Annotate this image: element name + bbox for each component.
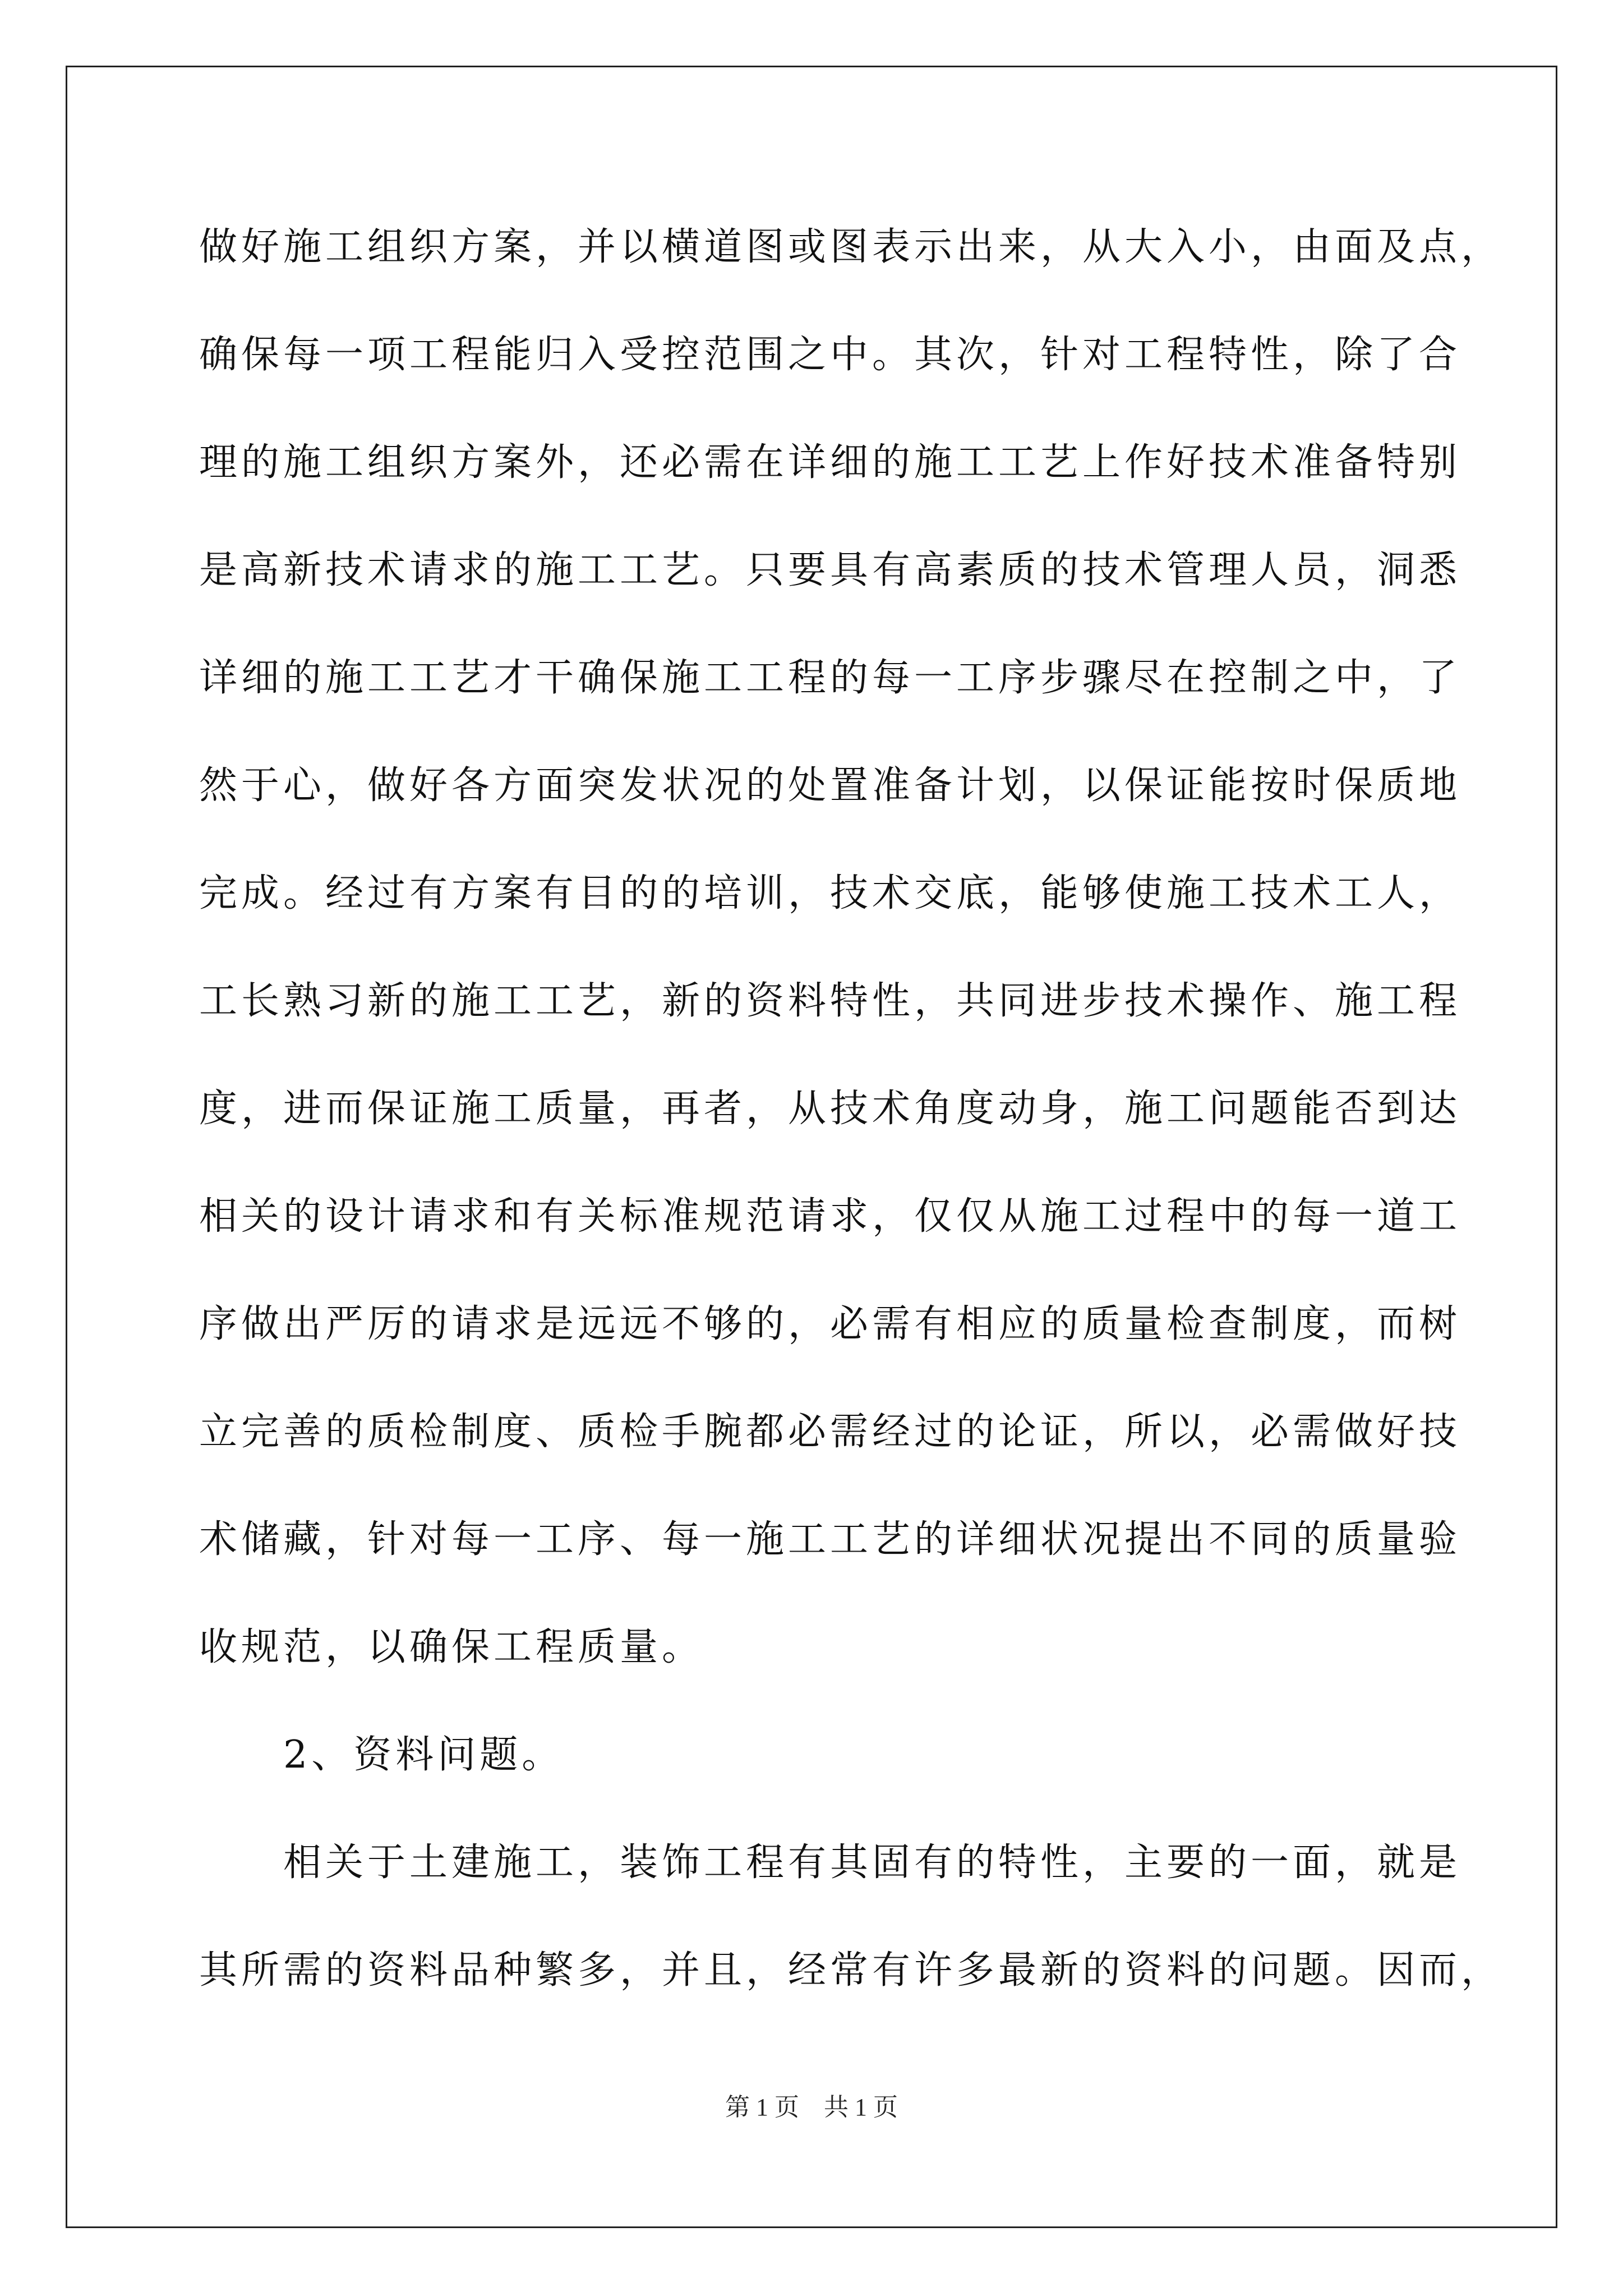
- section-heading: 2、资料问题。: [199, 1733, 564, 1777]
- document-body: [199, 194, 1504, 2024]
- text-line: 收规范，以确保工程质量。: [199, 1625, 704, 1669]
- text-line: 确保每一项工程能归入受控范围之中。其次，针对工程特性，除了合: [199, 333, 1461, 377]
- text-line: 其所需的资料品种繁多，并且，经常有许多最新的资料的问题。因而，: [199, 1948, 1504, 1993]
- text-line: 工长熟习新的施工工艺，新的资料特性，共同进步技术操作、施工程: [199, 979, 1461, 1023]
- text-line: 相关于土建施工，装饰工程有其固有的特性，主要的一面，就是: [199, 1841, 1461, 1885]
- text-line: 然于心，做好各方面突发状况的处置准备计划，以保证能按时保质地: [199, 763, 1461, 808]
- text-line: 完成。经过有方案有目的的培训，技术交底，能够使施工技术工人，: [199, 871, 1461, 915]
- page-footer: 第 1 页 共 1 页: [725, 2093, 898, 2121]
- text-line: 立完善的质检制度、质检手腕都必需经过的论证，所以，必需做好技: [199, 1410, 1461, 1454]
- text-line: 度，进而保证施工质量，再者，从技术角度动身，施工问题能否到达: [199, 1087, 1461, 1131]
- text-line: 详细的施工工艺才干确保施工工程的每一工序步骤尽在控制之中，了: [199, 656, 1461, 700]
- text-line: 相关的设计请求和有关标准规范请求，仅仅从施工过程中的每一道工: [199, 1194, 1461, 1239]
- text-line: 是高新技术请求的施工工艺。只要具有高素质的技术管理人员，洞悉: [199, 548, 1461, 592]
- text-line: 术储藏，针对每一工序、每一施工工艺的详细状况提出不同的质量验: [199, 1517, 1461, 1562]
- text-line: 理的施工组织方案外，还必需在详细的施工工艺上作好技术准备特别: [199, 440, 1461, 485]
- text-line: 序做出严厉的请求是远远不够的，必需有相应的质量检查制度，而树: [199, 1302, 1461, 1346]
- text-line: 做好施工组织方案，并以横道图或图表示出来，从大入小，由面及点，: [199, 225, 1504, 269]
